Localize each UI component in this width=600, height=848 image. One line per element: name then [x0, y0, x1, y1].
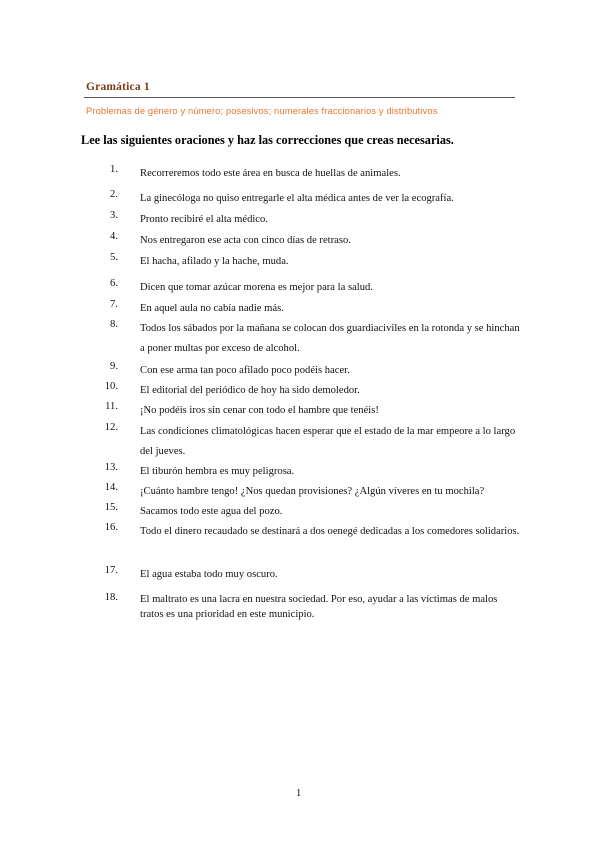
item-number: 17. — [104, 565, 118, 576]
item-number: 12. — [104, 422, 118, 433]
item-text: Dicen que tomar azúcar morena es mejor para la salud. — [140, 282, 373, 293]
item-text: El editorial del periódico de hoy ha sido demoledor. — [140, 385, 360, 396]
item-text: Todos los sábados por la mañana se colocan dos guardiaciviles en la rotonda y se hinchan a poner multas por exceso de alcohol. — [140, 323, 520, 354]
item-number: 16. — [104, 522, 118, 533]
item-text: El hacha, afilado y la hache, muda. — [140, 256, 289, 267]
item-text: En aquel aula no cabía nadie más. — [140, 303, 284, 314]
item-text: La ginecóloga no quiso entregarle el alta médica antes de ver la ecografía. — [140, 193, 454, 204]
page-number: 1 — [296, 788, 302, 799]
item-text: Nos entregaron ese acta con cinco días de retraso. — [140, 235, 351, 246]
item-number: 18. — [104, 592, 118, 603]
item-number: 7. — [110, 299, 118, 310]
item-text: ¡No podéis iros sin cenar con todo el hambre que tenéis! — [140, 405, 379, 416]
item-text: Las condiciones climatológicas hacen esperar que el estado de la mar empeore a lo largo del jueves. — [140, 426, 516, 457]
item-text: Pronto recibiré el alta médico. — [140, 214, 268, 225]
item-number: 14. — [104, 482, 118, 493]
item-number: 6. — [110, 278, 118, 289]
exercise-instruction: Lee las siguientes oraciones y haz las correcciones que creas necesarias. — [81, 133, 454, 147]
item-text: Sacamos todo este agua del pozo. — [140, 506, 283, 517]
item-number: 9. — [110, 361, 118, 372]
item-text: Todo el dinero recaudado se destinará a dos oenegé dedicadas a los comedores solidarios. — [140, 526, 520, 537]
item-number: 8. — [110, 319, 118, 330]
item-text: El agua estaba todo muy oscuro. — [140, 569, 278, 580]
item-number: 2. — [110, 189, 118, 200]
item-text: El maltrato es una lacra en nuestra sociedad. Por eso, ayudar a las víctimas de malos tratos es una prioridad en este municipio. — [140, 594, 498, 620]
item-text: ¡Cuánto hambre tengo! ¿Nos quedan provisiones? ¿Algún víveres en tu mochila? — [140, 486, 485, 497]
item-number: 11. — [105, 401, 118, 412]
item-number: 13. — [104, 462, 118, 473]
header-divider — [84, 97, 515, 98]
item-number: 5. — [110, 252, 118, 263]
item-number: 10. — [104, 381, 118, 392]
section-title: Gramática 1 — [86, 81, 150, 93]
item-number: 4. — [110, 231, 118, 242]
item-text: Recorreremos todo este área en busca de huellas de animales. — [140, 168, 401, 179]
item-text: El tiburón hembra es muy peligrosa. — [140, 466, 295, 477]
item-number: 1. — [110, 164, 118, 175]
item-text: Con ese arma tan poco afilado poco podéis hacer. — [140, 365, 350, 376]
item-number: 3. — [110, 210, 118, 221]
item-number: 15. — [104, 502, 118, 513]
section-subtitle: Problemas de género y número; posesivos; numerales fraccionarios y distributivos — [86, 106, 438, 116]
